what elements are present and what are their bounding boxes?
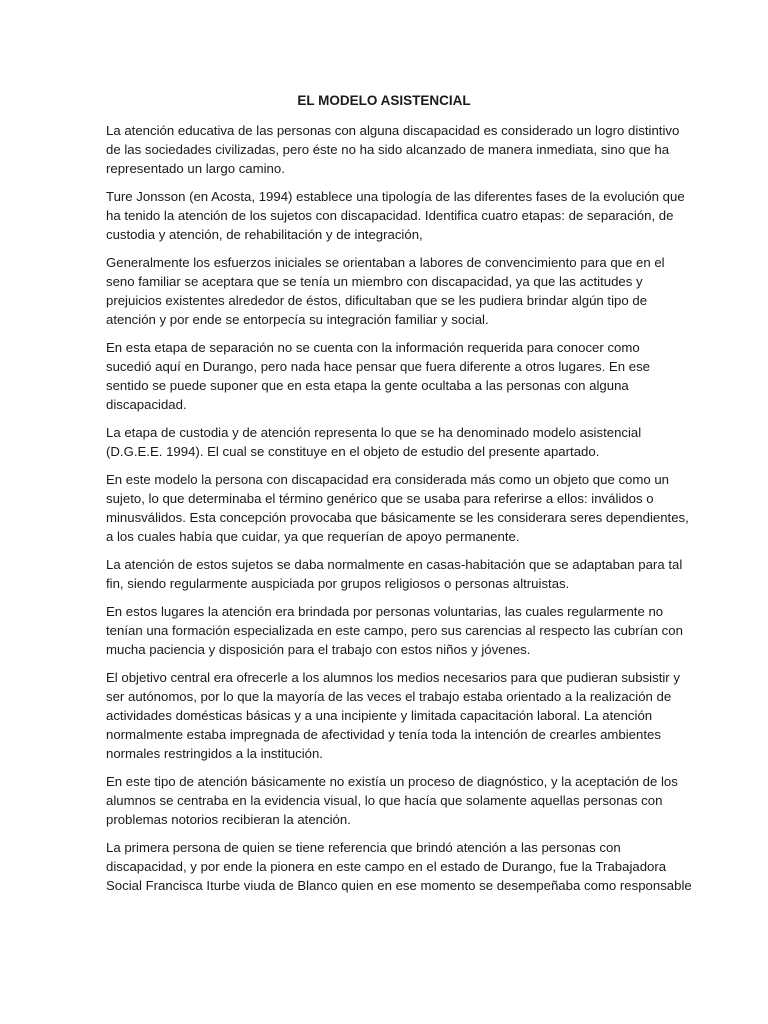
text-line: fin, siendo regularmente auspiciada por grupos religiosos o personas altruistas.: [106, 576, 570, 591]
text-line: mucha paciencia y disposición para el trabajo con estos niños y jóvenes.: [106, 642, 531, 657]
paragraph: [106, 470, 689, 546]
text-line: discapacidad, y por ende la pionera en este campo en el estado de Durango, fue la Trabajadora: [106, 859, 667, 874]
text-line: tenían una formación especializada en este campo, pero sus carencias al respecto las cubrían con: [106, 623, 683, 638]
text-line: prejuicios existentes alrededor de éstos, dificultaban que se les pudiera brindar algún tipo de: [106, 293, 648, 308]
text-line: El objetivo central era ofrecerle a los alumnos los medios necesarios para que pudieran subsistir y: [106, 670, 680, 685]
document-title: EL MODELO ASISTENCIAL: [297, 93, 471, 108]
text-line: Social Francisca Iturbe viuda de Blanco quien en ese momento se desempeñaba como responsable: [106, 878, 692, 893]
text-line: alumnos se centraba en la evidencia visual, lo que hacía que solamente aquellas personas con: [106, 793, 663, 808]
text-line: actividades domésticas básicas y a una incipiente y limitada capacitación laboral. La atención: [106, 708, 653, 723]
paragraph: [106, 121, 680, 178]
text-line: La atención educativa de las personas con alguna discapacidad es considerado un logro distintivo: [106, 123, 680, 138]
text-line: minusválidos. Esta concepción provocaba que básicamente se les considerara seres dependientes,: [106, 510, 689, 525]
text-line: En esta etapa de separación no se cuenta con la información requerida para conocer como: [106, 340, 640, 355]
text-line: sujeto, lo que determinaba el término genérico que se usaba para referirse a ellos: inválidos o: [106, 491, 654, 506]
text-line: La atención de estos sujetos se daba normalmente en casas-habitación que se adaptaban para tal: [106, 557, 683, 572]
text-line: Ture Jonsson (en Acosta, 1994) establece una tipología de las diferentes fases de la evolución que: [106, 189, 685, 204]
text-line: Generalmente los esfuerzos iniciales se orientaban a labores de convencimiento para que en el: [106, 255, 665, 270]
paragraph: [106, 772, 678, 829]
text-line: En estos lugares la atención era brindada por personas voluntarias, las cuales regularmente no: [106, 604, 664, 619]
paragraph: [106, 838, 692, 895]
text-line: En este tipo de atención básicamente no existía un proceso de diagnóstico, y la aceptación de los: [106, 774, 678, 789]
paragraph: [106, 668, 680, 763]
paragraph: [106, 555, 683, 593]
text-line: seno familiar se aceptara que se tenía un miembro con discapacidad, ya que las actitudes y: [106, 274, 643, 289]
text-line: problemas notorios recibieran la atención.: [106, 812, 351, 827]
text-line: normales restringidos a la institución.: [106, 746, 323, 761]
text-line: La etapa de custodia y de atención representa lo que se ha denominado modelo asistencial: [106, 425, 642, 440]
document-body: [106, 121, 692, 904]
paragraph: [106, 338, 666, 414]
text-line: En este modelo la persona con discapacidad era considerada más como un objeto que como un: [106, 472, 670, 487]
text-line: representado un largo camino.: [106, 161, 285, 176]
text-line: a los cuales había que cuidar, ya que requerían de apoyo permanente.: [106, 529, 520, 544]
paragraph: [106, 187, 685, 244]
text-line: atención y por ende se entorpecía su integración familiar y social.: [106, 312, 489, 327]
text-line: de las sociedades civilizadas, pero éste no ha sido alcanzado de manera inmediata, sino que ha: [106, 142, 670, 157]
text-line: (D.G.E.E. 1994). El cual se constituye en el objeto de estudio del presente apartado.: [106, 444, 600, 459]
text-line: discapacidad.: [106, 397, 187, 412]
paragraph: [106, 423, 666, 461]
paragraph: [106, 602, 683, 659]
text-line: ser autónomos, por lo que la mayoría de las veces el trabajo estaba orientado a la realización de: [106, 689, 672, 704]
paragraph: [106, 253, 666, 329]
text-line: La primera persona de quien se tiene referencia que brindó atención a las personas con: [106, 840, 621, 855]
text-line: ha tenido la atención de los sujetos con discapacidad. Identifica cuatro etapas: de separación, de: [106, 208, 674, 223]
text-line: sentido se puede suponer que en esta etapa la gente ocultaba a las personas con alguna: [106, 378, 629, 393]
text-line: normalmente estaba impregnada de afectividad y tenía toda la intención de crearles ambientes: [106, 727, 661, 742]
text-line: custodia y atención, de rehabilitación y de integración,: [106, 227, 423, 242]
text-line: sucedió aquí en Durango, pero nada hace pensar que fuera diferente a otros lugares. En ese: [106, 359, 650, 374]
